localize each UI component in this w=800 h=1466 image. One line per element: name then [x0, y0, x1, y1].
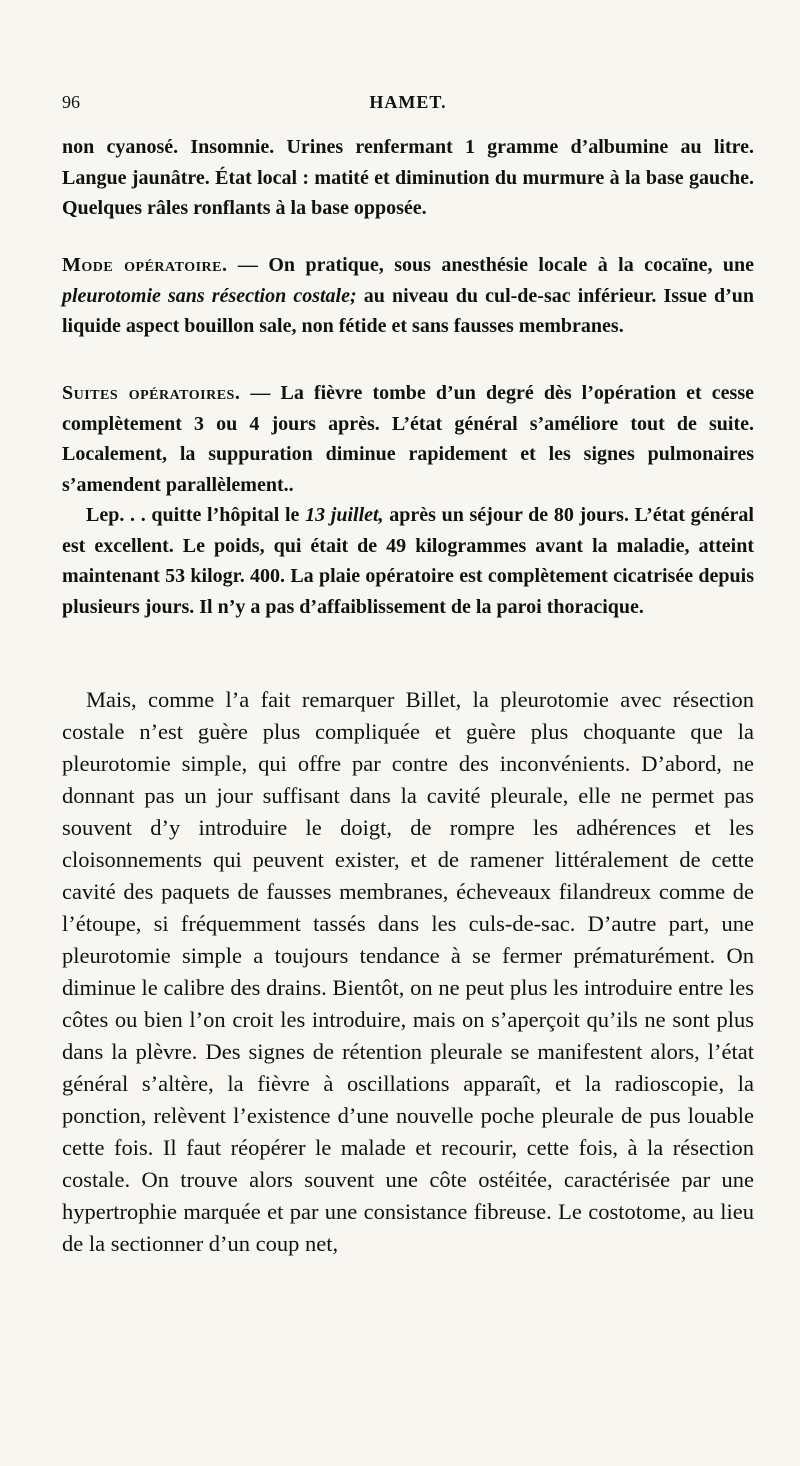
- case-report-block: [62, 132, 754, 224]
- discussion-block: [62, 684, 754, 1260]
- paragraph-suites-operatoires: [62, 378, 754, 500]
- running-head: HAMET.: [369, 92, 447, 112]
- page-number: 96: [62, 92, 80, 112]
- mode-dash: —: [227, 254, 269, 276]
- paragraph-mode-operatoire: [62, 250, 754, 342]
- paragraph-lep: [62, 500, 754, 622]
- mode-operatoire-label: Mode opératoire.: [62, 254, 228, 276]
- page-header: [62, 92, 754, 118]
- suites-dash: —: [240, 382, 281, 404]
- mode-italic: pleurotomie sans résection costale;: [62, 284, 357, 307]
- lep-text-before: Lep. . . quitte l’hôpital le: [86, 504, 306, 526]
- mode-text-before: On pratique, sous anesthésie locale à la cocaïne, une: [268, 254, 755, 276]
- paragraph-intro: non cyanosé. Insomnie. Urines renfermant 1 gramme d’albumine au litre. Langue jaunâtre. État local : matité et diminution du murmure à la base gauche. Quelques râles ronflants à la base opposée.: [62, 136, 754, 219]
- mode-operatoire-block: [62, 250, 754, 342]
- lep-text-after: après un séjour de 80 jours. L’état général est excellent. Le poids, qui était de 49 kilogrammes avant la maladie, atteint maintenant 53 kilogr. 400. La plaie opératoire est complètement cicatrisée depuis plusieurs jours. Il n’y a pas d’affaiblissement de la paroi thoracique.: [62, 504, 754, 618]
- suites-text: La fièvre tombe d’un degré dès l’opération et cesse complètement 3 ou 4 jours après. L’état général s’améliore tout de suite. Localement, la suppuration diminue rapidement et les signes pulmonaires s’amendent parallèlement..: [62, 382, 754, 496]
- suites-operatoires-block: [62, 378, 754, 622]
- suites-operatoires-label: Suites opératoires.: [62, 382, 241, 404]
- mode-text-after: au niveau du cul-de-sac inférieur. Issue d’un liquide aspect bouillon sale, non fétide et sans fausses membranes.: [62, 284, 754, 337]
- lep-italic: 13 juillet,: [305, 504, 384, 526]
- paragraph-main: Mais, comme l’a fait remarquer Billet, la pleurotomie avec résection costale n’est guère plus compliquée et guère plus choquante que la pleurotomie simple, qui offre par contre des inconvénients. D’abord, ne donnant pas un jour suffisant dans la cavité pleurale, elle ne permet pas souvent d’y introduire le doigt, de rompre les adhérences et les cloisonnements qui peuvent exister, et de ramener littéralement de cette cavité des paquets de fausses membranes, écheveaux filandreux comme de l’étoupe, si fréquemment tassés dans les culs-de-sac. D’autre part, une pleurotomie simple a toujours tendance à se fermer prématurément. On diminue le calibre des drains. Bientôt, on ne peut plus les introduire entre les côtes ou bien l’on croit les introduire, mais on s’aperçoit qu’ils ne sont plus dans la plèvre. Des signes de rétention pleurale se manifestent alors, l’état général s’altère, la fièvre à oscillations apparaît, et la radioscopie, la ponction, relèvent l’existence d’une nouvelle poche pleurale de pus louable cette fois. Il faut réopérer le malade et recourir, cette fois, à la résection costale. On trouve alors souvent une côte ostéitée, caractérisée par une hypertrophie marquée et par une consistance fibreuse. Le costotome, au lieu de la sectionner d’un coup net,: [62, 687, 754, 1256]
